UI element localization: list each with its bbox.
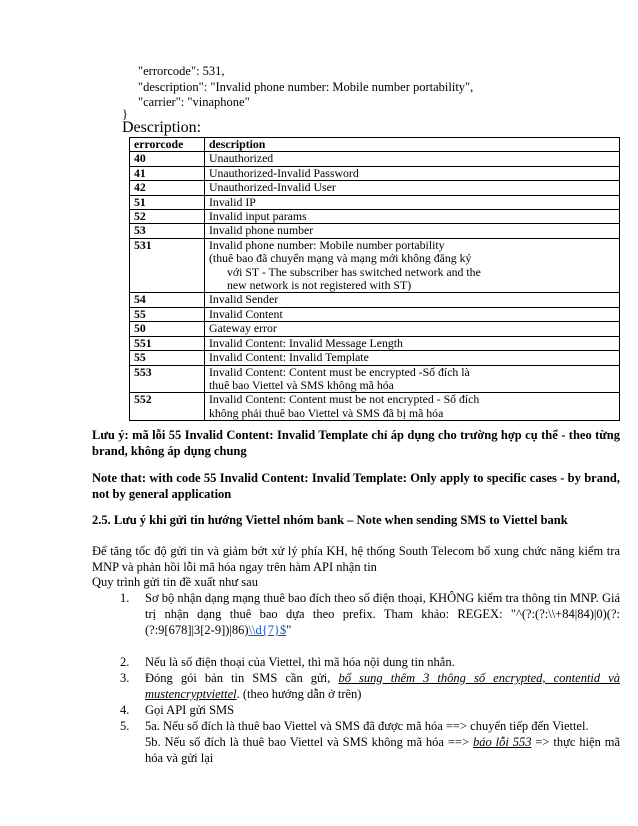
table-row — [130, 307, 620, 321]
table-row — [130, 365, 620, 393]
error-description — [205, 238, 620, 293]
error-code: 551 — [130, 336, 205, 350]
table-row — [130, 322, 620, 336]
section-heading: 2.5. Lưu ý khi gửi tin hướng Viettel nhóm bank – Note when sending SMS to Viettel bank — [92, 513, 568, 527]
error-code-table — [129, 137, 620, 421]
error-code: 55 — [130, 351, 205, 365]
process-steps-list — [92, 590, 620, 766]
table-row — [130, 293, 620, 307]
error-code: 55 — [130, 307, 205, 321]
desc-line: Invalid phone number: Mobile number portability — [209, 237, 445, 252]
error-description: Gateway error — [205, 322, 620, 336]
error-code: 54 — [130, 293, 205, 307]
list-item — [92, 590, 620, 638]
step-number: 1. — [120, 591, 130, 605]
step-5a-text: 5a. Nếu số đích là thuê bao Viettel và SMS đã được mã hóa ==> chuyển tiếp đến Viettel. — [145, 719, 589, 733]
error-code: 40 — [130, 152, 205, 166]
table-row — [130, 195, 620, 209]
table-row — [130, 166, 620, 180]
step-2-text: Nếu là số điện thoại của Viettel, thì mã hóa nội dung tin nhắn. — [145, 655, 455, 669]
error-description: Invalid IP — [205, 195, 620, 209]
step-3-text: Đóng gói bản tin SMS cần gửi, — [145, 671, 339, 685]
error-description: Invalid Sender — [205, 293, 620, 307]
step-3-end: . (theo hướng dẫn ở trên) — [236, 687, 362, 701]
error-description: Invalid Content: Invalid Message Length — [205, 336, 620, 350]
error-description: Invalid phone number — [205, 224, 620, 238]
error-code: 52 — [130, 210, 205, 224]
error-code: 531 — [130, 238, 205, 293]
note-vietnamese: Lưu ý: mã lỗi 55 Invalid Content: Invalid Template chỉ áp dụng cho trường hợp cụ thể - theo từng brand, không áp dụng chung — [92, 428, 620, 458]
regex-link[interactable]: \\d{7}$ — [248, 623, 287, 637]
json-closing-brace: } — [122, 107, 128, 121]
table-row — [130, 224, 620, 238]
desc-line: Invalid Content: Content must be encrypted -Số đích là — [209, 364, 470, 379]
list-item — [92, 702, 620, 718]
error-code: 552 — [130, 393, 205, 421]
desc-line: (thuê bao đã chuyển mạng và mạng mới không đăng ký — [209, 251, 472, 266]
table-row — [130, 336, 620, 350]
error-description: Unauthorized-Invalid Password — [205, 166, 620, 180]
error-description: Unauthorized-Invalid User — [205, 181, 620, 195]
list-item — [92, 654, 620, 670]
desc-line: không phải thuê bao Viettel và SMS đã bị mã hóa — [209, 405, 444, 420]
error-description: Unauthorized — [205, 152, 620, 166]
step-5b-emphasis: báo lỗi 553 — [472, 735, 532, 749]
step-5b-text — [123, 734, 620, 766]
step-text — [123, 670, 620, 702]
error-code: 50 — [130, 322, 205, 336]
step-text — [123, 590, 620, 638]
table-row — [130, 210, 620, 224]
json-line-description: "description": "Invalid phone number: Mobile number portability", — [138, 80, 474, 94]
error-description: Invalid Content: Invalid Template — [205, 351, 620, 365]
list-item — [92, 718, 620, 766]
step-number: 5. — [120, 719, 130, 733]
error-code: 42 — [130, 181, 205, 195]
desc-line: new network is not registered with ST) — [227, 278, 412, 293]
error-description: Invalid Content — [205, 307, 620, 321]
json-line-carrier: "carrier": "vinaphone" — [138, 95, 250, 109]
table-row — [130, 181, 620, 195]
desc-line: Invalid Content: Content must be not encrypted - Số đích — [209, 392, 480, 407]
error-code: 51 — [130, 195, 205, 209]
error-code: 53 — [130, 224, 205, 238]
note-english: Note that: with code 55 Invalid Content: Invalid Template: Only apply to specific cases - by brand, not by general application — [92, 471, 620, 501]
header-description: description — [205, 138, 620, 152]
step-1-text: Sơ bộ nhận dạng mạng thuê bao đích theo số điện thoại, KHÔNG kiểm tra thông tin MNP. Giá trị nhận dạng thuê bao dựa theo prefix. Tham khảo: REGEX: "^(?:(?:\\+84|84)|0)(?:(?:9[678]|3[2-9])|86) — [145, 591, 620, 637]
step-number: 3. — [120, 671, 130, 685]
table-row — [130, 351, 620, 365]
table-row — [130, 152, 620, 166]
desc-line: với ST - The subscriber has switched network and the — [227, 264, 481, 279]
error-code: 553 — [130, 365, 205, 393]
step-3-emphasis: bổ sung thêm 3 thông số encrypted, contentid và mustencryptviettel — [145, 671, 621, 701]
step-1-end: " — [286, 623, 292, 637]
desc-line: thuê bao Viettel và SMS không mã hóa — [209, 377, 394, 392]
error-description — [205, 393, 620, 421]
error-description: Invalid input params — [205, 210, 620, 224]
description-heading: Description: — [122, 119, 202, 136]
table-header-row — [130, 138, 620, 152]
list-item — [92, 670, 620, 702]
process-label: Quy trình gửi tin đề xuất như sau — [92, 575, 258, 589]
step-number: 4. — [120, 703, 130, 717]
step-5b-pre: 5b. Nếu số đích là thuê bao Viettel và SMS không mã hóa ==> — [145, 735, 473, 749]
error-code: 41 — [130, 166, 205, 180]
step-5b-post: => thực hiện mã hóa và gửi lại — [145, 735, 621, 765]
error-description — [205, 365, 620, 393]
table-row — [130, 393, 620, 421]
intro-paragraph: Để tăng tốc độ gửi tin và giảm bớt xử lý phía KH, hệ thống South Telecom bổ xung chức năng kiểm tra MNP và phản hồi lỗi mã hóa ngay trên hàm API nhận tin — [92, 544, 620, 574]
step-4-text: Gọi API gửi SMS — [145, 703, 235, 717]
json-line-errorcode: "errorcode": 531, — [138, 64, 225, 78]
table-row — [130, 238, 620, 293]
header-errorcode: errorcode — [130, 138, 205, 152]
step-number: 2. — [120, 655, 130, 669]
